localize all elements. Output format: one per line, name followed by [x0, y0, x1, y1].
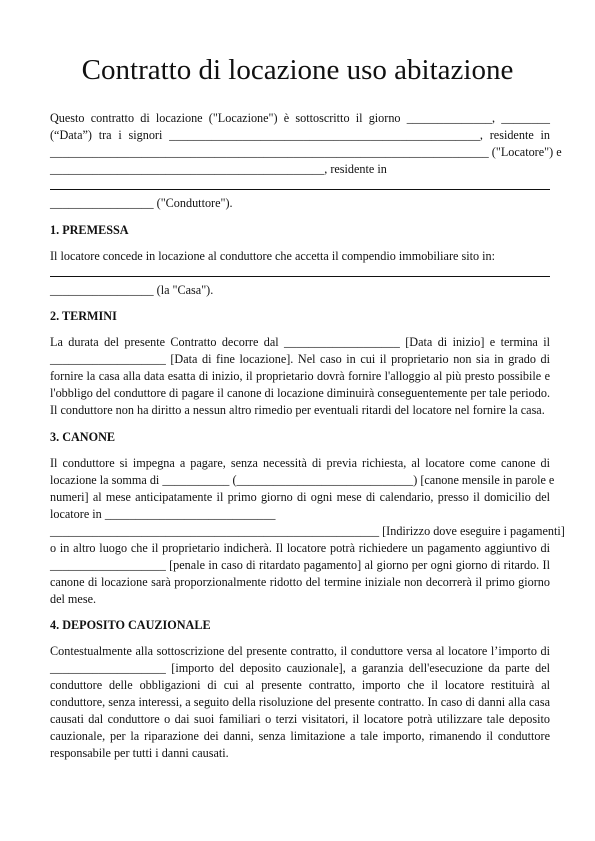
document-title: Contratto di locazione uso abitazione [81, 54, 514, 86]
deposito-line-5: causati dal conduttore o dai suoi familiari o terzi visitatori, il locatore potrà utilizzare tale deposito [50, 712, 550, 726]
canone-line-5: ______________________________________________________ [Indirizzo dove eseguire i pagamenti] [50, 524, 565, 538]
canone-line-2: locazione la somma di ___________ (_____________________________) [canone mensile in parole e [50, 473, 555, 487]
canone-line-4: locatore in ____________________________ [50, 507, 276, 521]
termini-line-4: l'obbligo del conduttore di pagare il canone di locazione diminuirà conseguentemente per tale periodo. [50, 386, 550, 400]
canone-line-1: Il conduttore si impegna a pagare, senza necessità di previa richiesta, al locatore come canone di [50, 456, 550, 470]
premessa-line-1: Il locatore concede in locazione al conduttore che accetta il compendio immobiliare sito in: [50, 249, 496, 263]
deposito-line-2: ___________________ [importo del deposito cauzionale], a garanzia dell'esecuzione da parte del [50, 661, 550, 675]
canone-line-9: del mese. [50, 592, 97, 606]
premessa-line-3: _________________ (la "Casa"). [50, 283, 214, 297]
section-heading-termini: 2. TERMINI [50, 309, 117, 323]
termini-line-3: fornire la casa alla data esatta di inizio, il proprietario dovrà fornire l'alloggio al più presto possibile e [50, 369, 550, 383]
intro-line-4: _____________________________________________, residente in [50, 162, 387, 176]
deposito-line-6: cauzionale, per la riparazione dei danni, senza limitazione a tale importo, rimanendo il conduttore [50, 729, 550, 743]
termini-line-5: Il conduttore non ha diritto a nessun altro rimedio per eventuali ritardi del locatore nel fornire la casa. [50, 403, 545, 417]
intro-line-2: (“Data”) tra i signori ___________________________________________________, residente in [50, 128, 550, 142]
section-heading-premessa: 1. PREMESSA [50, 223, 129, 237]
deposito-line-3: conduttore delle obbligazioni di cui al presente contratto, importo che il locatore restituirà al [50, 678, 550, 692]
canone-line-3: numeri] al mese anticipatamente il primo giorno di ogni mese di calendario, presso il domicilio del [50, 490, 550, 504]
deposito-line-4: conduttore, senza interessi, a seguito della risoluzione del presente contratto. In caso di danni alla casa [50, 695, 550, 709]
section-heading-canone: 3. CANONE [50, 430, 116, 444]
section-heading-deposito: 4. DEPOSITO CAUZIONALE [50, 618, 211, 632]
deposito-line-7: responsabile per tutti i danni causati. [50, 746, 229, 760]
intro-blank-rule [50, 189, 550, 190]
canone-line-6: o in altro luogo che il proprietario indicherà. Il locatore potrà richiedere un pagamento aggiuntivo di [50, 541, 550, 555]
canone-line-8: canone di locazione sarà proporzionalmente ridotto del termine iniziale non decorrerà il primo giorno [50, 575, 550, 589]
termini-line-1: La durata del presente Contratto decorre dal ___________________ [Data di inizio] e termina il [50, 335, 550, 349]
intro-line-6: _________________ ("Conduttore"). [50, 196, 233, 210]
deposito-line-1: Contestualmente alla sottoscrizione del presente contratto, il conduttore versa al locatore l’importo di [50, 644, 550, 658]
premessa-blank-rule [50, 276, 550, 277]
intro-line-3: ________________________________________________________________________ ("Locatore") e [50, 145, 562, 159]
canone-line-7: ___________________ [penale in caso di ritardato pagamento] al giorno per ogni giorno di ritardo. Il [50, 558, 550, 572]
intro-line-1: Questo contratto di locazione ("Locazione") è sottoscritto il giorno ______________, ________ [50, 111, 550, 125]
termini-line-2: ___________________ [Data di fine locazione]. Nel caso in cui il proprietario non sia in grado di [50, 352, 550, 366]
